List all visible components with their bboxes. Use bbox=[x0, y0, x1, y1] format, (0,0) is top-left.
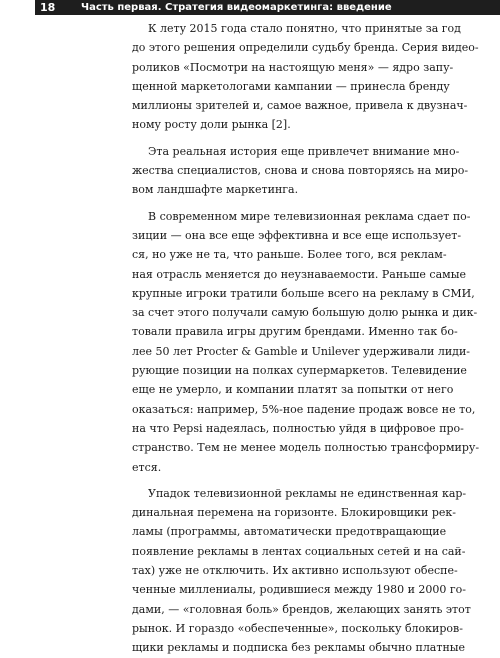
paragraph bbox=[132, 142, 469, 200]
text-line: ламы (программы, автоматически предотвращающие bbox=[132, 525, 447, 539]
text-line: до этого решения определили судьбу бренда. Серия видео- bbox=[132, 41, 479, 55]
text-line: жества специалистов, снова и снова повторяясь на миро- bbox=[132, 164, 469, 178]
paragraph-spacer bbox=[132, 200, 392, 207]
text-line: оказаться: например, 5%-ное падение продаж вовсе не то, bbox=[132, 402, 476, 416]
page-number: 18 bbox=[40, 1, 56, 14]
text-line: щенной маркетологами кампании — принесла бренду bbox=[132, 79, 450, 93]
text-line: вом ландшафте маркетинга. bbox=[132, 183, 299, 197]
text-line: появление рекламы в лентах социальных сетей и на сай- bbox=[132, 544, 466, 558]
text-line: крупные игроки тратили больше всего на рекламу в СМИ, bbox=[132, 286, 475, 300]
text-line: лее 50 лет Procter & Gamble и Unilever удерживали лиди- bbox=[132, 344, 470, 358]
text-line: ная отрасль меняется до неузнаваемости. Раньше самые bbox=[132, 267, 466, 281]
text-line: за счет этого получали самую большую долю рынка и дик- bbox=[132, 306, 478, 320]
page-header-bar bbox=[35, 0, 500, 15]
text-line: Эта реальная история еще привлечет внимание мно- bbox=[148, 144, 460, 158]
text-line: ется. bbox=[132, 460, 162, 474]
paragraph bbox=[132, 484, 471, 658]
text-line: роликов «Посмотри на настоящую меня» — ядро запу- bbox=[132, 60, 454, 74]
text-line: В современном мире телевизионная реклама сдает по- bbox=[148, 209, 471, 223]
text-line: еще не умерло, и компании платят за попытки от него bbox=[132, 383, 454, 397]
text-line: рующие позиции на полках супермаркетов. Телевидение bbox=[132, 364, 467, 378]
text-line: странство. Тем не менее модель полностью трансформиру- bbox=[132, 441, 480, 455]
text-line: ся, но уже не та, что раньше. Более того, вся реклам- bbox=[132, 248, 447, 262]
text-line: миллионы зрителей и, самое важное, привела к двузнач- bbox=[132, 99, 468, 113]
paragraph-spacer bbox=[132, 477, 392, 484]
text-line: рынок. И гораздо «обеспеченные», поскольку блокиров- bbox=[132, 621, 463, 635]
body-text bbox=[132, 19, 480, 658]
text-line: Упадок телевизионной рекламы не единственная кар- bbox=[148, 486, 467, 500]
text-line: на что Pepsi надеялась, полностью уйдя в цифровое про- bbox=[132, 421, 464, 435]
text-line: дами, — «головная боль» брендов, желающих занять этот bbox=[132, 602, 471, 616]
text-line: динальная перемена на горизонте. Блокировщики рек- bbox=[132, 506, 456, 520]
text-line: зиции — она все еще эффективна и все еще использует- bbox=[132, 228, 462, 242]
text-line: товали правила игры другим брендами. Именно так бо- bbox=[132, 325, 458, 339]
paragraph-spacer bbox=[132, 135, 392, 142]
paragraph bbox=[132, 207, 480, 477]
paragraph bbox=[132, 19, 479, 135]
text-line: К лету 2015 года стало понятно, что принятые за год bbox=[148, 22, 461, 35]
running-head: Часть первая. Стратегия видеомаркетинга: введение bbox=[81, 2, 392, 13]
text-line: щики рекламы и подписка без рекламы обычно платные bbox=[132, 641, 466, 655]
text-line: ному росту доли рынка [2]. bbox=[132, 118, 291, 132]
text-line: тах) уже не отключить. Их активно используют обеспе- bbox=[132, 564, 458, 578]
text-line: ченные миллениалы, родившиеся между 1980 и 2000 го- bbox=[132, 583, 467, 597]
